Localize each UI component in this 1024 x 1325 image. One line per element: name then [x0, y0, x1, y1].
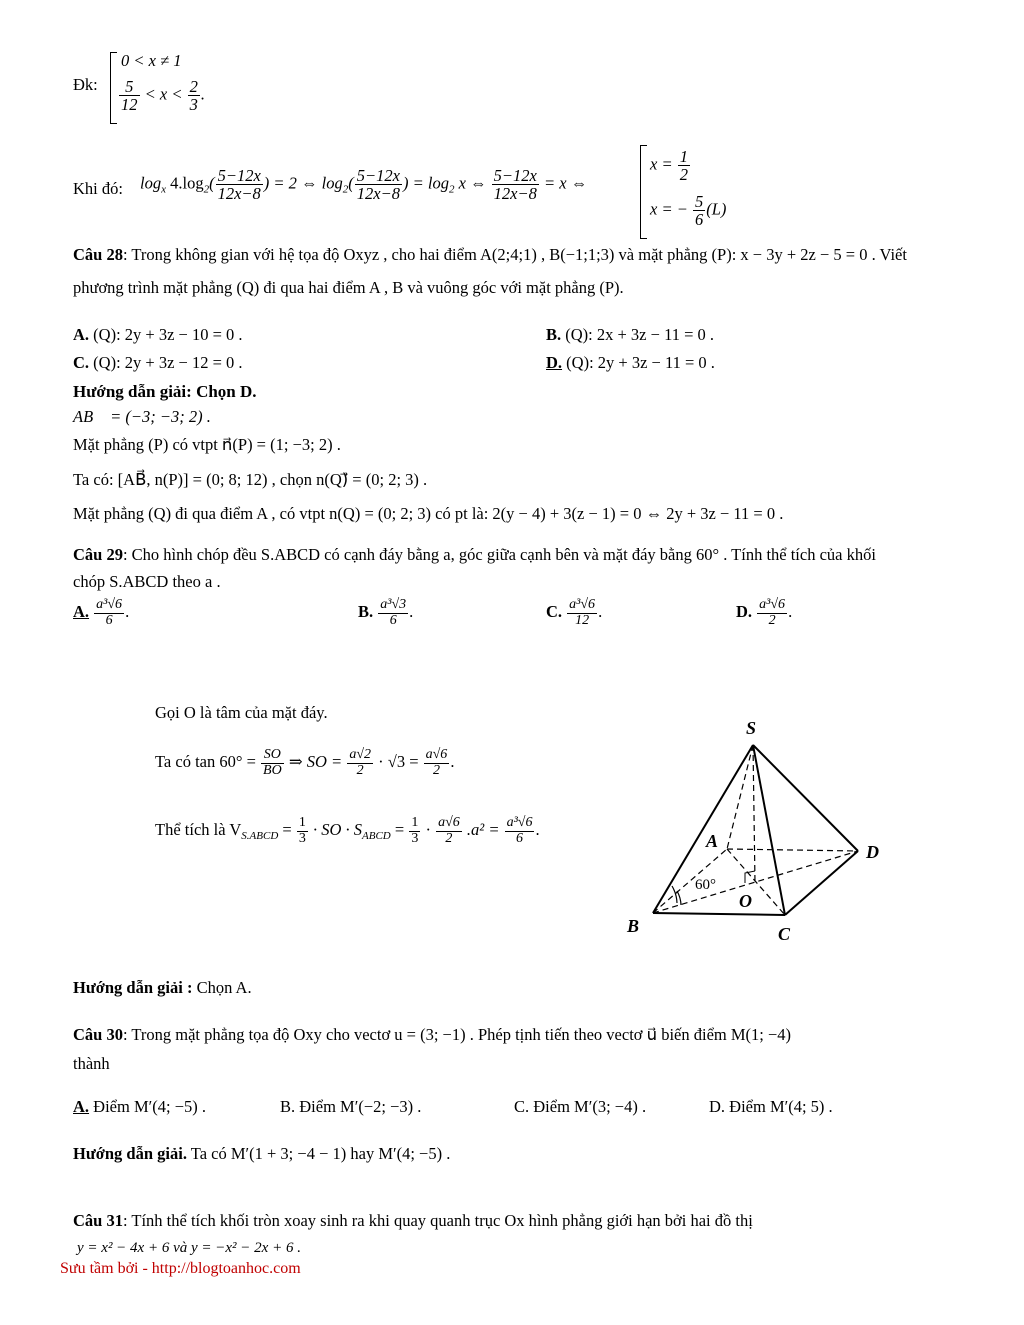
q29-guide: Hướng dẫn giải : Chọn A. [73, 978, 252, 997]
q30-guide: Hướng dẫn giải. Ta có M′(1 + 3; −4 − 1) hay M′(4; −5) . [73, 1144, 451, 1163]
dk-condition-1: 0 < x ≠ 1 [121, 51, 182, 70]
q28-step-2: Mặt phẳng (P) có vtpt n⃗(P) = (1; −3; 2) . [73, 435, 341, 454]
khi-do-solution-2: x = − $\frac{5}{6}$ (L) [650, 192, 727, 230]
q28-line-1: Câu 28: Trong không gian với hệ tọa độ Oxyz , cho hai điểm A(2;4;1) , B(−1;1;3) và mặt phẳng (P): x − 3y + 2z − 5 = 0 . Viết [73, 245, 907, 264]
q29-solution-3: Thể tích là $V_{S.ABCD}$ = $\frac{1}{3}$ · SO · $S_{ABCD}$ = $\frac{1}{3}$ · $\frac{a√6}{2}$ .a² = $\frac{\text{a³√6}}{6}$ . [155, 815, 540, 846]
q28-line-2: phương trình mặt phẳng (Q) đi qua hai điểm A , B và vuông góc với mặt phẳng (P). [73, 278, 624, 297]
q29-option-d: D. $\frac{\text{a³√6}}{2}$ . [736, 597, 793, 628]
height-so [753, 745, 755, 883]
q29-line-2: chóp S.ABCD theo a . [73, 572, 221, 591]
dk-brace [110, 52, 117, 124]
q28-option-a: A. (Q): 2y + 3z − 10 = 0 . [73, 325, 243, 344]
q31-line-2: y = x² − 4x + 6 và y = −x² − 2x + 6 . [77, 1240, 301, 1256]
angle-arc-1 [677, 891, 681, 905]
vertex-label-o: O [739, 891, 752, 911]
edge-sa [727, 745, 753, 849]
vertex-label-d: D [866, 842, 879, 862]
q29-option-c: C. $\frac{\text{a³√6}}{12}$ . [546, 597, 603, 628]
q30-option-d: D. Điểm M′(4; 5) . [709, 1097, 833, 1116]
angle-label: 60° [695, 877, 716, 893]
khi-do-equation: $\log_x 4.\log_2$( $\frac{5-12x}{12x-8}$ ) = 2 ⇔ $\log_2$( $\frac{5-12x}{12x-8}$ ) = $\log_2 x$ ⇔ $\frac{5-12x}{12x-8}$ = x ⇔ [140, 166, 588, 204]
vertex-label-b: B [627, 916, 640, 936]
solution-bracket [640, 145, 647, 239]
vertex-label-s: S [746, 718, 757, 738]
pyramid-figure [615, 705, 905, 945]
q28-step-4: Mặt phẳng (Q) đi qua điểm A , có vtpt n(Q) = (0; 2; 3) có pt là: 2(y − 4) + 3(z − 1) = 0 ⇔ 2y + 3z − 11 = 0 . [73, 504, 784, 523]
q28-option-c: C. (Q): 2y + 3z − 12 = 0 . [73, 353, 243, 372]
q28-guide: Hướng dẫn giải: Chọn D. [73, 382, 257, 401]
edge-bc [653, 913, 785, 915]
q28-label: Câu 28 [73, 245, 123, 264]
q28-step-1: AB⃗ = (−3; −3; 2) . [73, 407, 211, 426]
q29-line-1: Câu 29: Cho hình chóp đều S.ABCD có cạnh đáy bằng a, góc giữa cạnh bên và mặt đáy bằng 60° . Tính thể tích của khối [73, 545, 876, 564]
footer-source: Sưu tầm bởi - http://blogtoanhoc.com [60, 1260, 301, 1277]
q29-label: Câu 29 [73, 545, 123, 564]
khi-do-solution-1: x = $\frac{1}{2}$ [650, 147, 688, 185]
edge-ad [727, 849, 858, 851]
right-angle-mark [745, 871, 755, 883]
dk-condition-2: $\frac{5}{12}$ < x < $\frac{2}{3}$ . [121, 77, 205, 115]
q29-solution-1: Gọi O là tâm của mặt đáy. [155, 703, 328, 722]
q30-line-1: Câu 30: Trong mặt phẳng tọa độ Oxy cho vectơ u = (3; −1) . Phép tịnh tiến theo vectơ u⃗ biến điểm M(1; −4) [73, 1025, 792, 1044]
q28-option-b: B. (Q): 2x + 3z − 11 = 0 . [546, 325, 715, 344]
q30-label: Câu 30 [73, 1025, 123, 1044]
q29-option-b: B. $\frac{\text{a³√3}}{6}$ . [358, 597, 414, 628]
q29-solution-2: Ta có tan 60° = $\frac{SO}{BO}$ ⇒ SO = $\frac{a√2}{2}$ · √3 = $\frac{a√6}{2}$ . [155, 747, 455, 778]
q31-line-1: Câu 31: Tính thể tích khối tròn xoay sinh ra khi quay quanh trục Ox hình phẳng giới hạn bởi hai đồ thị [73, 1211, 753, 1230]
diag-ac [727, 849, 785, 915]
q28-option-d: D. (Q): 2y + 3z − 11 = 0 . [546, 353, 715, 372]
vertex-label-a: A [706, 831, 719, 851]
dk-label: Đk: [73, 75, 98, 94]
edge-sd [753, 745, 858, 851]
q31-label: Câu 31 [73, 1211, 123, 1230]
edge-sc [753, 745, 785, 915]
q28-step-3: Ta có: [AB⃗, n(P)] = (0; 8; 12) , chọn n(Q)⃗ = (0; 2; 3) . [73, 470, 428, 489]
khi-do-label: Khi đó: [73, 179, 123, 198]
vertex-label-c: C [778, 924, 791, 944]
edge-cd [785, 851, 858, 915]
q30-line-2: thành [73, 1054, 110, 1073]
q30-option-a: A. Điểm M′(4; −5) . [73, 1097, 206, 1116]
angle-arc-2 [672, 886, 677, 903]
q30-option-b: B. Điểm M′(−2; −3) . [280, 1097, 422, 1116]
q30-option-c: C. Điểm M′(3; −4) . [514, 1097, 647, 1116]
q29-option-a: A. $\frac{\text{a³√6}}{6}$ . [73, 597, 130, 628]
